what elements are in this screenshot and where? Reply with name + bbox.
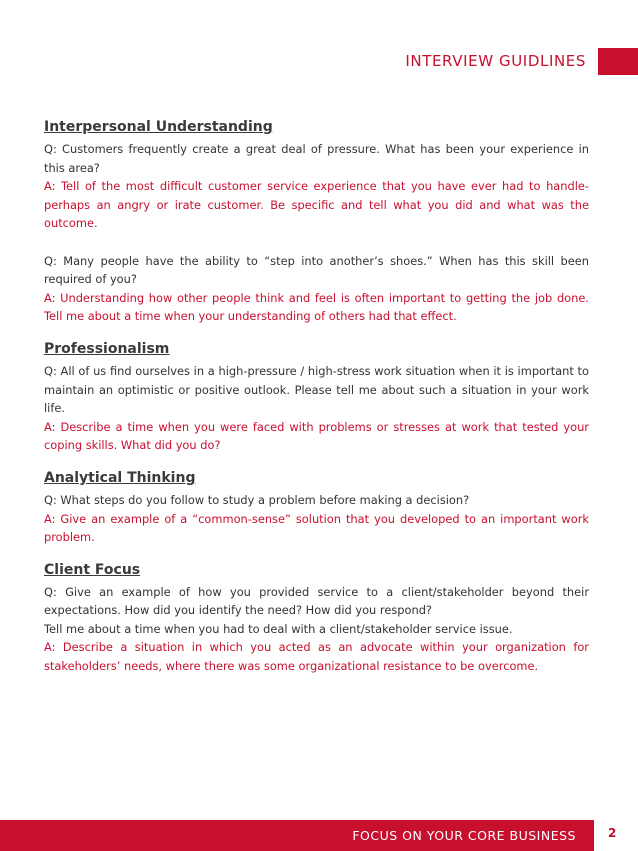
section-title: Client Focus (44, 561, 141, 578)
spacer (44, 455, 589, 469)
page-number: 2 (608, 826, 617, 840)
spacer (44, 547, 589, 561)
document-body (44, 118, 589, 676)
page-header-title: INTERVIEW GUIDLINES (405, 52, 586, 70)
answer-text: A: Tell of the most difficult customer service experience that you have ever had to handle-perhaps an angry or irate customer. Be specific and tell what you did and what was the outcome. (44, 179, 589, 231)
footer-tagline: FOCUS ON YOUR CORE BUSINESS (352, 828, 576, 843)
question-text: Q: All of us find ourselves in a high-pressure / high-stress work situation when it is important to maintain an optimistic or positive outlook. Please tell me about such a situation in your work life. (44, 363, 589, 416)
answer-text: A: Describe a situation in which you acted as an advocate within your organization for stakeholders’ needs, where there was some organizational resistance to be overcome. (44, 640, 589, 674)
footer-bar (0, 820, 594, 851)
spacer (44, 233, 589, 252)
section-interpersonal-understanding (44, 118, 589, 326)
section-client-focus (44, 561, 589, 676)
question-text: Q: Customers frequently create a great deal of pressure. What has been your experience in this area? (44, 142, 589, 175)
answer-text: A: Understanding how other people think and feel is often important to getting the job done. Tell me about a time when your understanding of others had that effect. (44, 290, 589, 324)
section-analytical-thinking (44, 469, 589, 547)
section-title: Professionalism (44, 340, 170, 357)
header-accent-bar (598, 48, 638, 75)
question-text: Q: Give an example of how you provided service to a client/stakeholder beyond their expectations. How did you identify the need? How did you respond? (44, 584, 589, 618)
answer-text: A: Give an example of a “common-sense” solution that you developed to an important work problem. (44, 511, 589, 545)
section-professionalism (44, 340, 589, 455)
spacer (44, 326, 589, 340)
answer-text: A: Describe a time when you were faced with problems or stresses at work that tested your coping skills. What did you do? (44, 419, 589, 453)
question-text: Q: What steps do you follow to study a problem before making a decision? (44, 492, 470, 507)
section-title: Analytical Thinking (44, 469, 196, 486)
question-text: Q: Many people have the ability to “step into another’s shoes.” When has this skill been required of you? (44, 253, 589, 287)
question-text: Tell me about a time when you had to deal with a client/stakeholder service issue. (44, 621, 513, 636)
section-title: Interpersonal Understanding (44, 119, 273, 135)
